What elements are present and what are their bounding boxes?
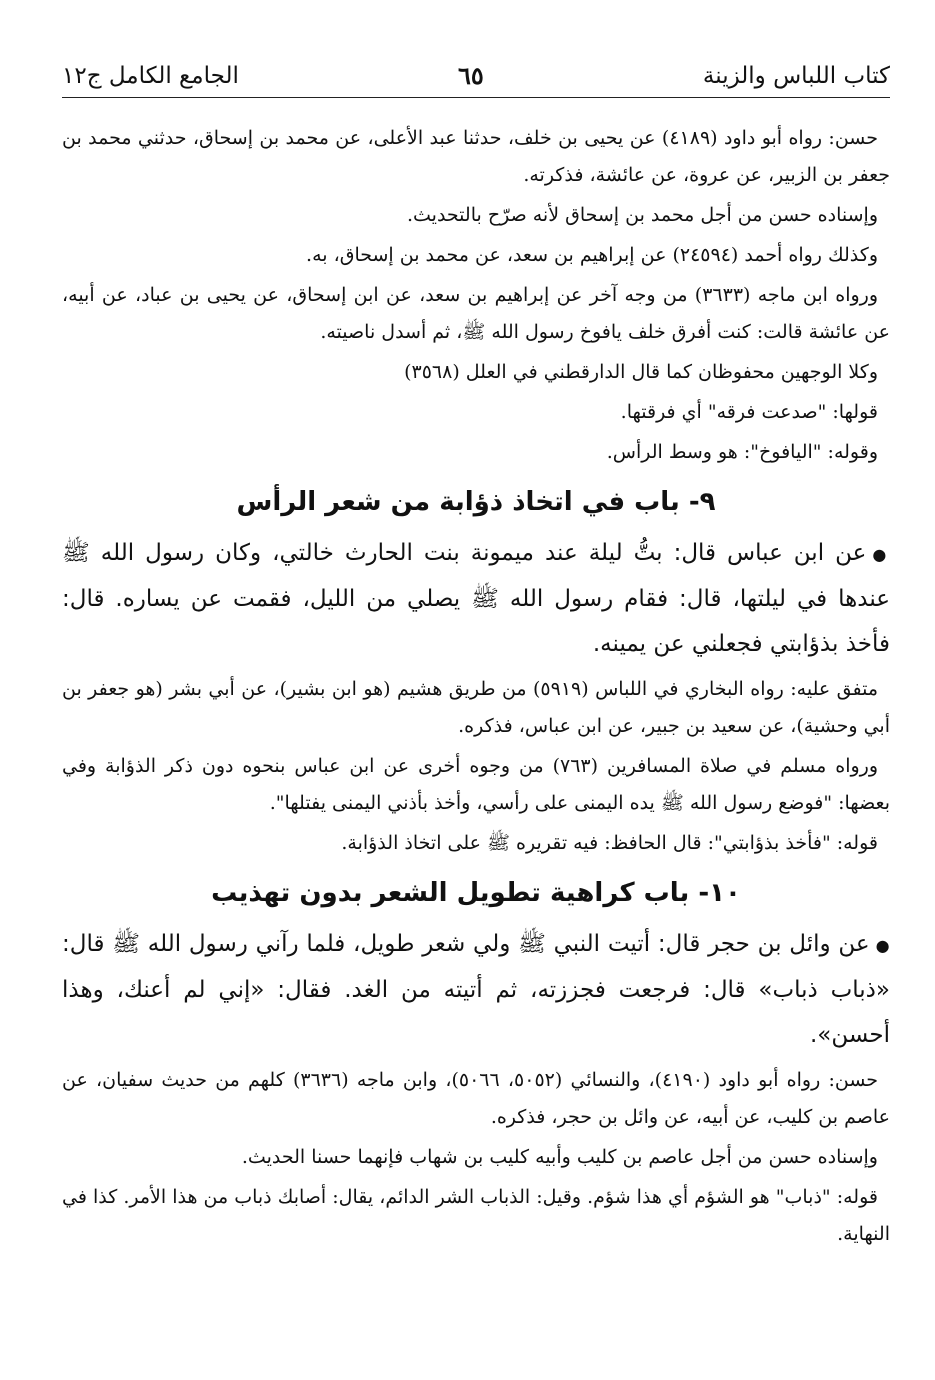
- footnote-paragraph: حسن: رواه أبو داود (٤١٨٩) عن يحيى بن خلف، حدثنا عبد الأعلى، عن محمد بن إسحاق، حدثني محمد بن جعفر بن الزبير، عن عروة، عن عائشة، فذكرته.: [62, 127, 890, 186]
- footnote-paragraph: وكذلك رواه أحمد (٢٤٥٩٤) عن إبراهيم بن سعد، عن محمد بن إسحاق، به.: [306, 244, 878, 266]
- bullet-icon: ●: [872, 545, 890, 564]
- chapter-heading-10: ١٠- باب كراهية تطويل الشعر بدون تهذيب: [211, 878, 741, 908]
- page-number: ٦٥: [458, 61, 484, 90]
- footnote-paragraph: ورواه مسلم في صلاة المسافرين (٧٦٣) من وجوه أخرى عن ابن عباس بنحوه دون ذكر الذؤابة وفي بعضها: "فوضع رسول الله ﷺ يده اليمنى على رأسي، وأخذ بأذني اليمنى يفتلها".: [62, 755, 890, 814]
- page-header: [62, 58, 890, 98]
- hadith-body: عن ابن عباس قال: بتُّ ليلة عند ميمونة بنت الحارث خالتي، وكان رسول الله ﷺ عندها في ليلتها، قال: فقام رسول الله ﷺ يصلي من الليل، فقمت عن يساره. قال: فأخذ بذؤابتي فجعلني عن يمينه.: [62, 540, 890, 657]
- hadith-text: [62, 922, 890, 1058]
- footnote-paragraph: قوله: "فأخذ بذؤابتي": قال الحافظ: فيه تقريره ﷺ على اتخاذ الذؤابة.: [341, 832, 878, 854]
- footnote-paragraph: حسن: رواه أبو داود (٤١٩٠)، والنسائي (٥٠٥٢، ٥٠٦٦)، وابن ماجه (٣٦٣٦) كلهم من حديث سفيان، عن عاصم بن كليب، عن أبيه، عن وائل بن حجر، فذكره.: [62, 1069, 890, 1128]
- chapter-heading-9: ٩- باب في اتخاذ ذؤابة من شعر الرأس: [236, 487, 716, 517]
- footnote-paragraph: ورواه ابن ماجه (٣٦٣٣) من وجه آخر عن إبراهيم بن سعد، عن ابن إسحاق، عن يحيى بن عباد، عن أبيه، عن عائشة قالت: كنت أفرق خلف يافوخ رسول الله ﷺ، ثم أسدل ناصيته.: [62, 284, 890, 343]
- footnote-paragraph: وكلا الوجهين محفوظان كما قال الدارقطني في العلل (٣٥٦٨): [404, 361, 878, 383]
- page-content: [62, 120, 890, 1256]
- footnote-paragraph: قولها: "صدعت فرقه" أي فرقتها.: [620, 401, 878, 423]
- hadith-body: عن وائل بن حجر قال: أتيت النبي ﷺ ولي شعر طويل، فلما رآني رسول الله ﷺ قال: «ذباب ذباب» قال: فرجعت فجززته، ثم أتيته من الغد. فقال: «إني لم أعنك، وهذا أحسن».: [62, 931, 890, 1048]
- header-book-title: كتاب اللباس والزينة: [702, 63, 890, 89]
- footnote-paragraph: وإسناده حسن من أجل محمد بن إسحاق لأنه صرّح بالتحديث.: [406, 204, 878, 226]
- hadith-text: [62, 531, 890, 667]
- footnote-paragraph: قوله: "ذباب" هو الشؤم أي هذا شؤم. وقيل: الذباب الشر الدائم، يقال: أصابك ذباب من هذا الأمر. كذا في النهاية.: [62, 1186, 890, 1245]
- header-volume-title: الجامع الكامل ج١٢: [62, 63, 239, 89]
- footnote-paragraph: وإسناده حسن من أجل عاصم بن كليب وأبيه كليب بن شهاب فإنهما حسنا الحديث.: [241, 1146, 878, 1168]
- footnote-paragraph: وقوله: "اليافوخ": هو وسط الرأس.: [606, 441, 878, 463]
- footnote-paragraph: متفق عليه: رواه البخاري في اللباس (٥٩١٩) من طريق هشيم (هو ابن بشير)، عن أبي بشر (هو جعفر بن أبي وحشية)، عن سعيد بن جبير، عن ابن عباس، فذكره.: [62, 678, 890, 737]
- bullet-icon: ●: [875, 936, 890, 955]
